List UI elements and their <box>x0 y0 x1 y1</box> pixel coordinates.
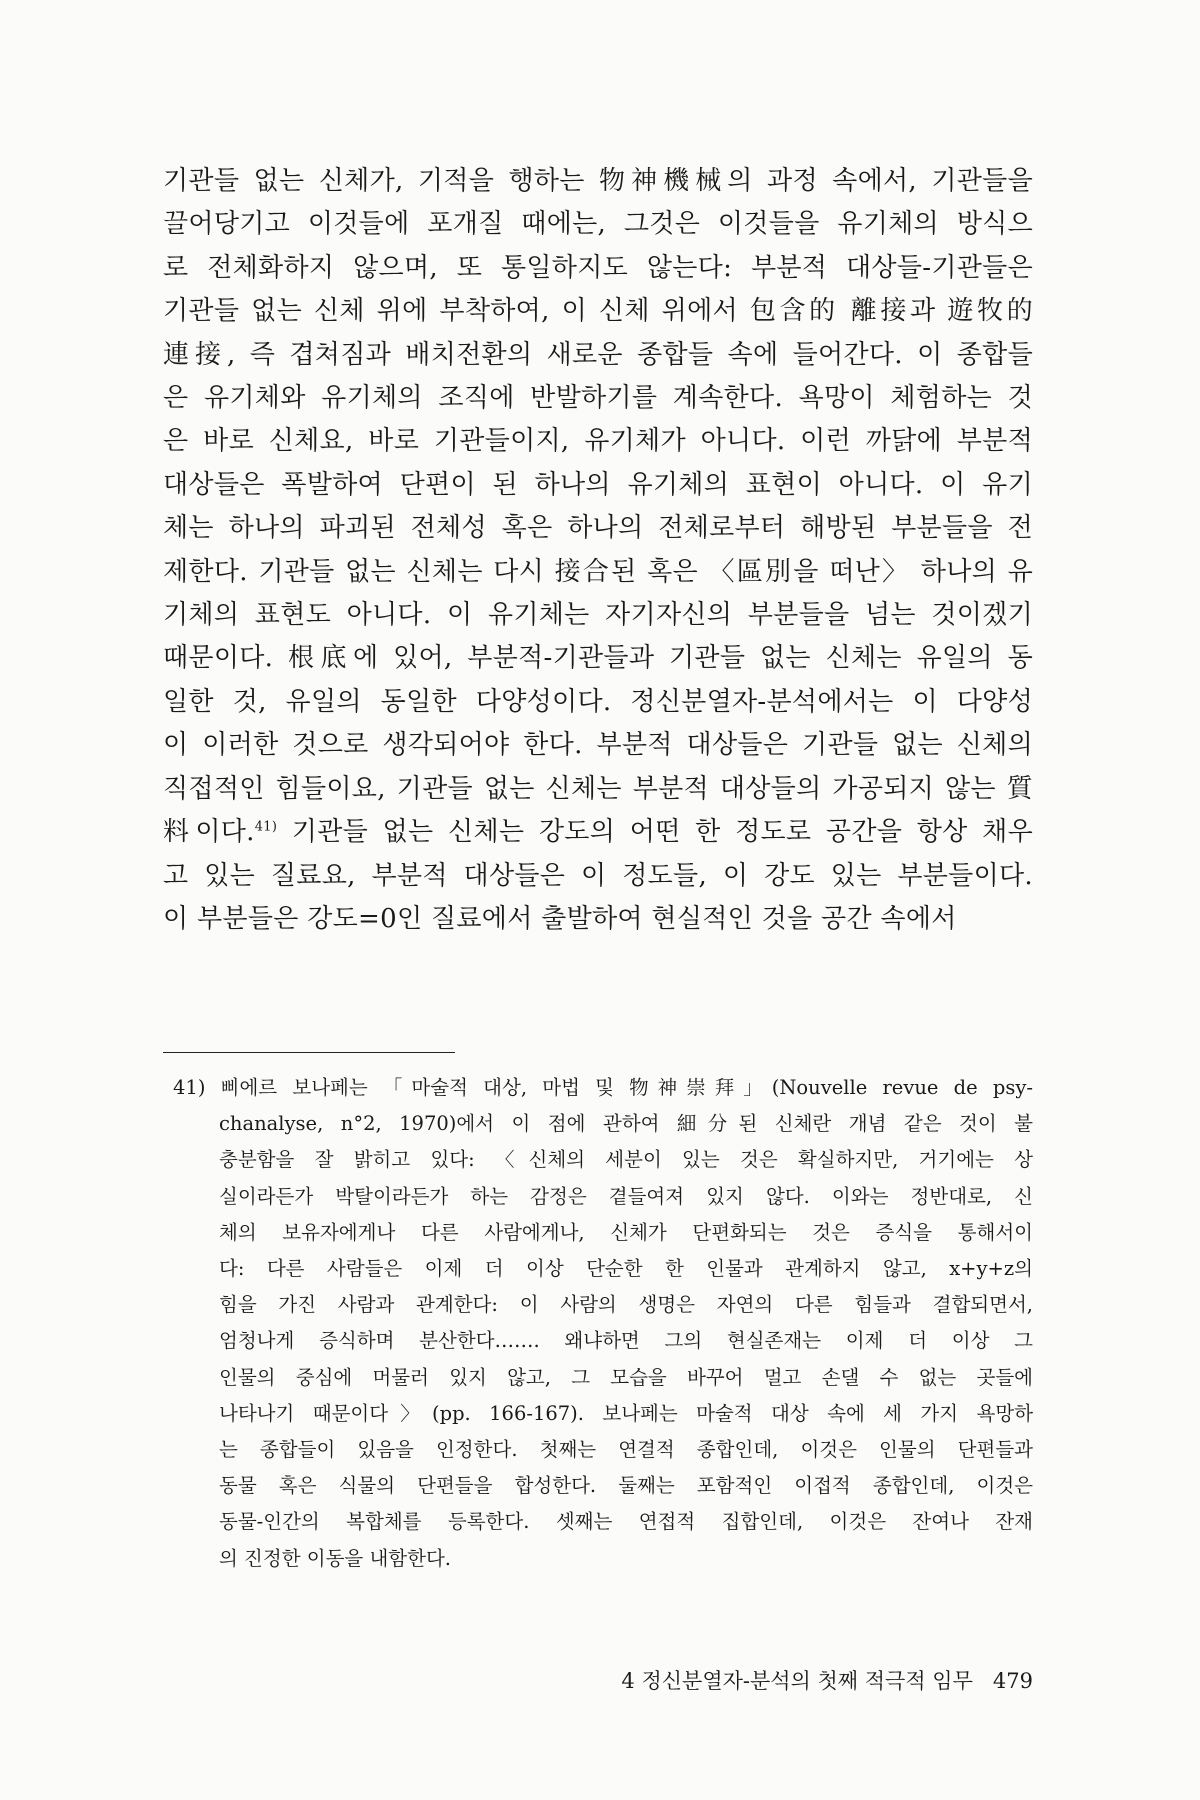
main-line: 직접적인 힘들이요, 기관들 없는 신체는 부분적 대상들의 가공되지 않는 質 <box>163 773 1033 804</box>
main-line: 기체의 표현도 아니다. 이 유기체는 자기자신의 부분들을 넘는 것이겠기 <box>163 600 1033 631</box>
footnote-line: chanalyse, n°2, 1970)에서 이 점에 관하여 細分된 신체란 개념 같은 것이 불 <box>219 1112 1033 1136</box>
main-line: 은 바로 신체요, 바로 기관들이지, 유기체가 아니다. 이런 까닭에 부분적 <box>163 426 1033 457</box>
footnote-line: 힘을 가진 사람과 관계한다: 이 사람의 생명은 자연의 다른 힘들과 결합되면서, <box>219 1293 1033 1317</box>
footnote-line: 체의 보유자에게나 다른 사람에게나, 신체가 단편화되는 것은 증식을 통해서이 <box>219 1220 1033 1244</box>
main-line: 고 있는 질료요, 부분적 대상들은 이 정도들, 이 강도 있는 부분들이다. <box>163 860 1033 891</box>
footnote-line: 충분함을 잘 밝히고 있다: 〈신체의 세분이 있는 것은 확실하지만, 거기에는 상 <box>219 1148 1033 1172</box>
main-line: 로 전체화하지 않으며, 또 통일하지도 않는다: 부분적 대상들-기관들은 <box>163 252 1033 283</box>
footnote-line: 나타나기 때문이다〉(pp. 166-167). 보나페는 마술적 대상 속에 세 가지 욕망하 <box>219 1401 1033 1425</box>
running-footer-chapter: 4 정신분열자-분석의 첫째 적극적 임무 <box>621 1669 973 1693</box>
main-line-with-footnote-ref <box>163 811 1033 854</box>
main-line: 기관들 없는 신체 위에 부착하여, 이 신체 위에서 包含的 離接과 遊牧的 <box>163 296 1033 327</box>
main-line: 이 부분들은 강도=0인 질료에서 출발하여 현실적인 것을 공간 속에서 <box>163 903 957 934</box>
footnote-reference: 41) <box>254 819 278 835</box>
page-number: 479 <box>992 1669 1033 1693</box>
footnote-line: 다: 다른 사람들은 이제 더 이상 단순한 한 인물과 관계하지 않고, x+y+z의 <box>219 1257 1033 1281</box>
footnote-line: 동물-인간의 복합체를 등록한다. 셋째는 연접적 집합인데, 이것은 잔여나 잔재 <box>219 1510 1033 1534</box>
main-line: 이 이러한 것으로 생각되어야 한다. 부분적 대상들은 기관들 없는 신체의 <box>163 730 1033 761</box>
main-line: 때문이다. 根底에 있어, 부분적-기관들과 기관들 없는 신체는 유일의 동 <box>163 643 1033 674</box>
main-line: 連接, 즉 겹쳐짐과 배치전환의 새로운 종합들 속에 들어간다. 이 종합들 <box>163 339 1033 370</box>
footnote-line: 동물 혹은 식물의 단편들을 합성한다. 둘째는 포함적인 이접적 종합인데, 이것은 <box>219 1474 1033 1498</box>
main-line: 기관들 없는 신체가, 기적을 행하는 物神機械의 과정 속에서, 기관들을 <box>163 166 1033 196</box>
footnote-separator <box>163 1052 455 1053</box>
footnote-line: 는 종합들이 있음을 인정한다. 첫째는 연결적 종합인데, 이것은 인물의 단편들과 <box>219 1438 1033 1462</box>
main-text-block <box>163 160 1033 941</box>
main-line: 끌어당기고 이것들에 포개질 때에는, 그것은 이것들을 유기체의 방식으 <box>163 209 1033 240</box>
main-line: 일한 것, 유일의 동일한 다양성이다. 정신분열자-분석에서는 이 다양성 <box>163 686 1033 717</box>
main-line: 체는 하나의 파괴된 전체성 혹은 하나의 전체로부터 해방된 부분들을 전 <box>163 513 1033 544</box>
main-line: 대상들은 폭발하여 단편이 된 하나의 유기체의 표현이 아니다. 이 유기 <box>163 469 1033 500</box>
main-line-segment: 料이다. <box>163 817 255 848</box>
footnote-line: 의 진정한 이동을 내함한다. <box>219 1546 452 1570</box>
footnote-line: 41) 삐에르 보나페는 「마술적 대상, 마법 및 物神崇拜」(Nouvelle revue de psy- <box>173 1076 1033 1099</box>
main-line-segment: 기관들 없는 신체는 강도의 어떤 한 정도로 공간을 항상 채우 <box>277 817 1033 848</box>
footnote-block <box>163 1070 1033 1577</box>
footnote-line: 실이라든가 박탈이라든가 하는 감정은 곁들여져 있지 않다. 이와는 정반대로, 신 <box>219 1184 1033 1208</box>
footnote-line: 엄청나게 증식하며 분산한다……. 왜냐하면 그의 현실존재는 이제 더 이상 그 <box>219 1329 1033 1353</box>
main-line: 제한다. 기관들 없는 신체는 다시 接合된 혹은 〈區別을 떠난〉 하나의 유 <box>163 556 1033 587</box>
main-line: 은 유기체와 유기체의 조직에 반발하기를 계속한다. 욕망이 체험하는 것 <box>163 383 1033 414</box>
page-footer <box>560 1665 1033 1695</box>
footnote-line: 인물의 중심에 머물러 있지 않고, 그 모습을 바꾸어 멀고 손댈 수 없는 곳들에 <box>219 1365 1033 1389</box>
